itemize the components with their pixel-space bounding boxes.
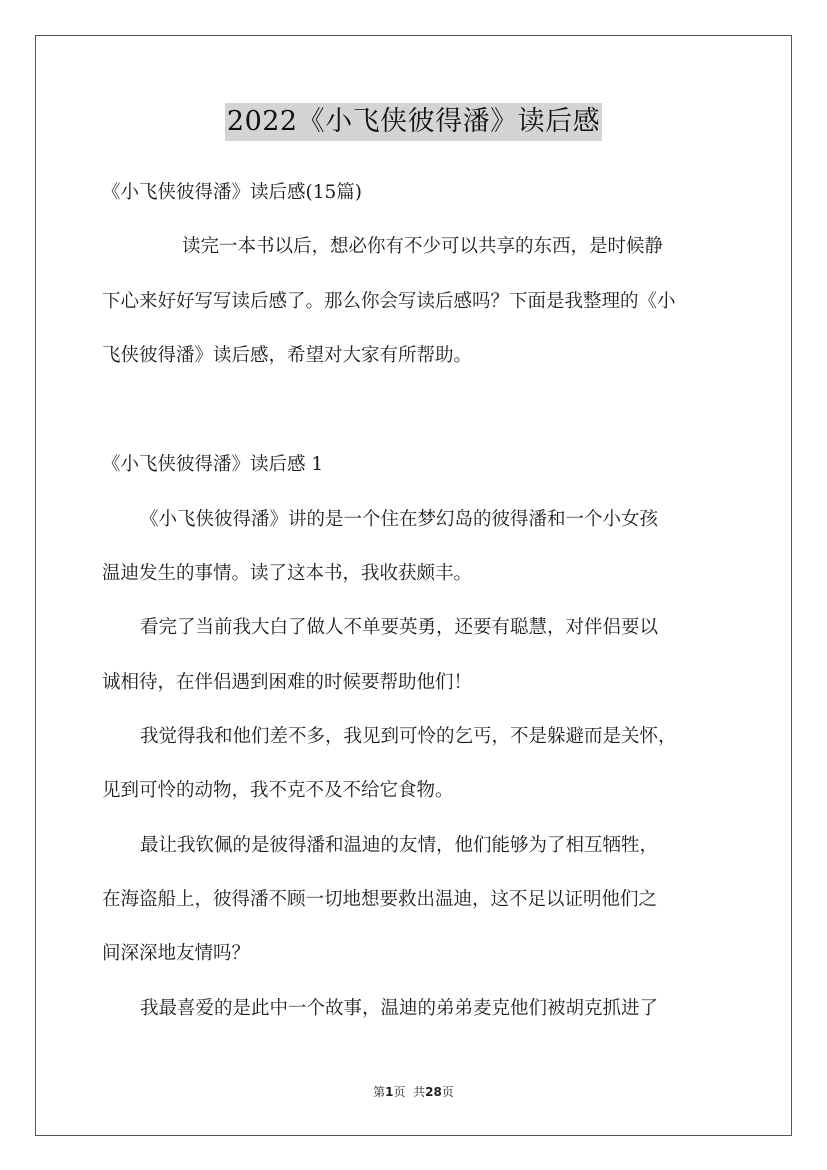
document-title: 2022《小飞侠彼得潘》读后感 xyxy=(225,103,602,141)
page-footer xyxy=(0,1083,827,1100)
footer-mid: 页 共 xyxy=(393,1085,426,1099)
body-line-8: 在海盗船上，彼得潘不顾一切地想要救出温迪，这不足以证明他们之 xyxy=(102,889,658,910)
intro-line-1: 读完一本书以后，想必你有不少可以共享的东西，是时候静 xyxy=(182,236,664,257)
body-line-6: 见到可怜的动物，我不克不及不给它食物。 xyxy=(102,780,454,801)
body-line-1: 《小飞侠彼得潘》讲的是一个住在梦幻岛的彼得潘和一个小女孩 xyxy=(140,509,659,530)
body-line-3: 看完了当前我大白了做人不单要英勇，还要有聪慧，对伴侣要以 xyxy=(140,617,659,638)
body-line-2: 温迪发生的事情。读了这本书，我收获颇丰。 xyxy=(102,563,473,584)
body-line-5: 我觉得我和他们差不多，我见到可怜的乞丐，不是躲避而是关怀， xyxy=(140,726,677,747)
footer-prefix: 第 xyxy=(373,1085,386,1099)
title-block xyxy=(0,103,827,141)
body-line-10: 我最喜爱的是此中一个故事，温迪的弟弟麦克他们被胡克抓进了 xyxy=(140,998,659,1019)
footer-page-number: 1 xyxy=(385,1085,394,1099)
intro-line-2: 下心来好好写写读后感了。那么你会写读后感吗？下面是我整理的《小 xyxy=(102,291,676,312)
body-line-7: 最让我钦佩的是彼得潘和温迪的友情，他们能够为了相互牺牲， xyxy=(140,835,659,856)
footer-total-pages: 28 xyxy=(425,1085,442,1099)
section-heading: 《小飞侠彼得潘》读后感 1 xyxy=(102,454,324,475)
subtitle: 《小飞侠彼得潘》读后感(15篇) xyxy=(102,182,362,203)
body-line-9: 间深深地友情吗？ xyxy=(102,943,251,964)
body-line-4: 诚相待，在伴侣遇到困难的时候要帮助他们！ xyxy=(102,672,473,693)
footer-suffix: 页 xyxy=(441,1085,454,1099)
intro-line-3: 飞侠彼得潘》读后感，希望对大家有所帮助。 xyxy=(102,345,473,366)
